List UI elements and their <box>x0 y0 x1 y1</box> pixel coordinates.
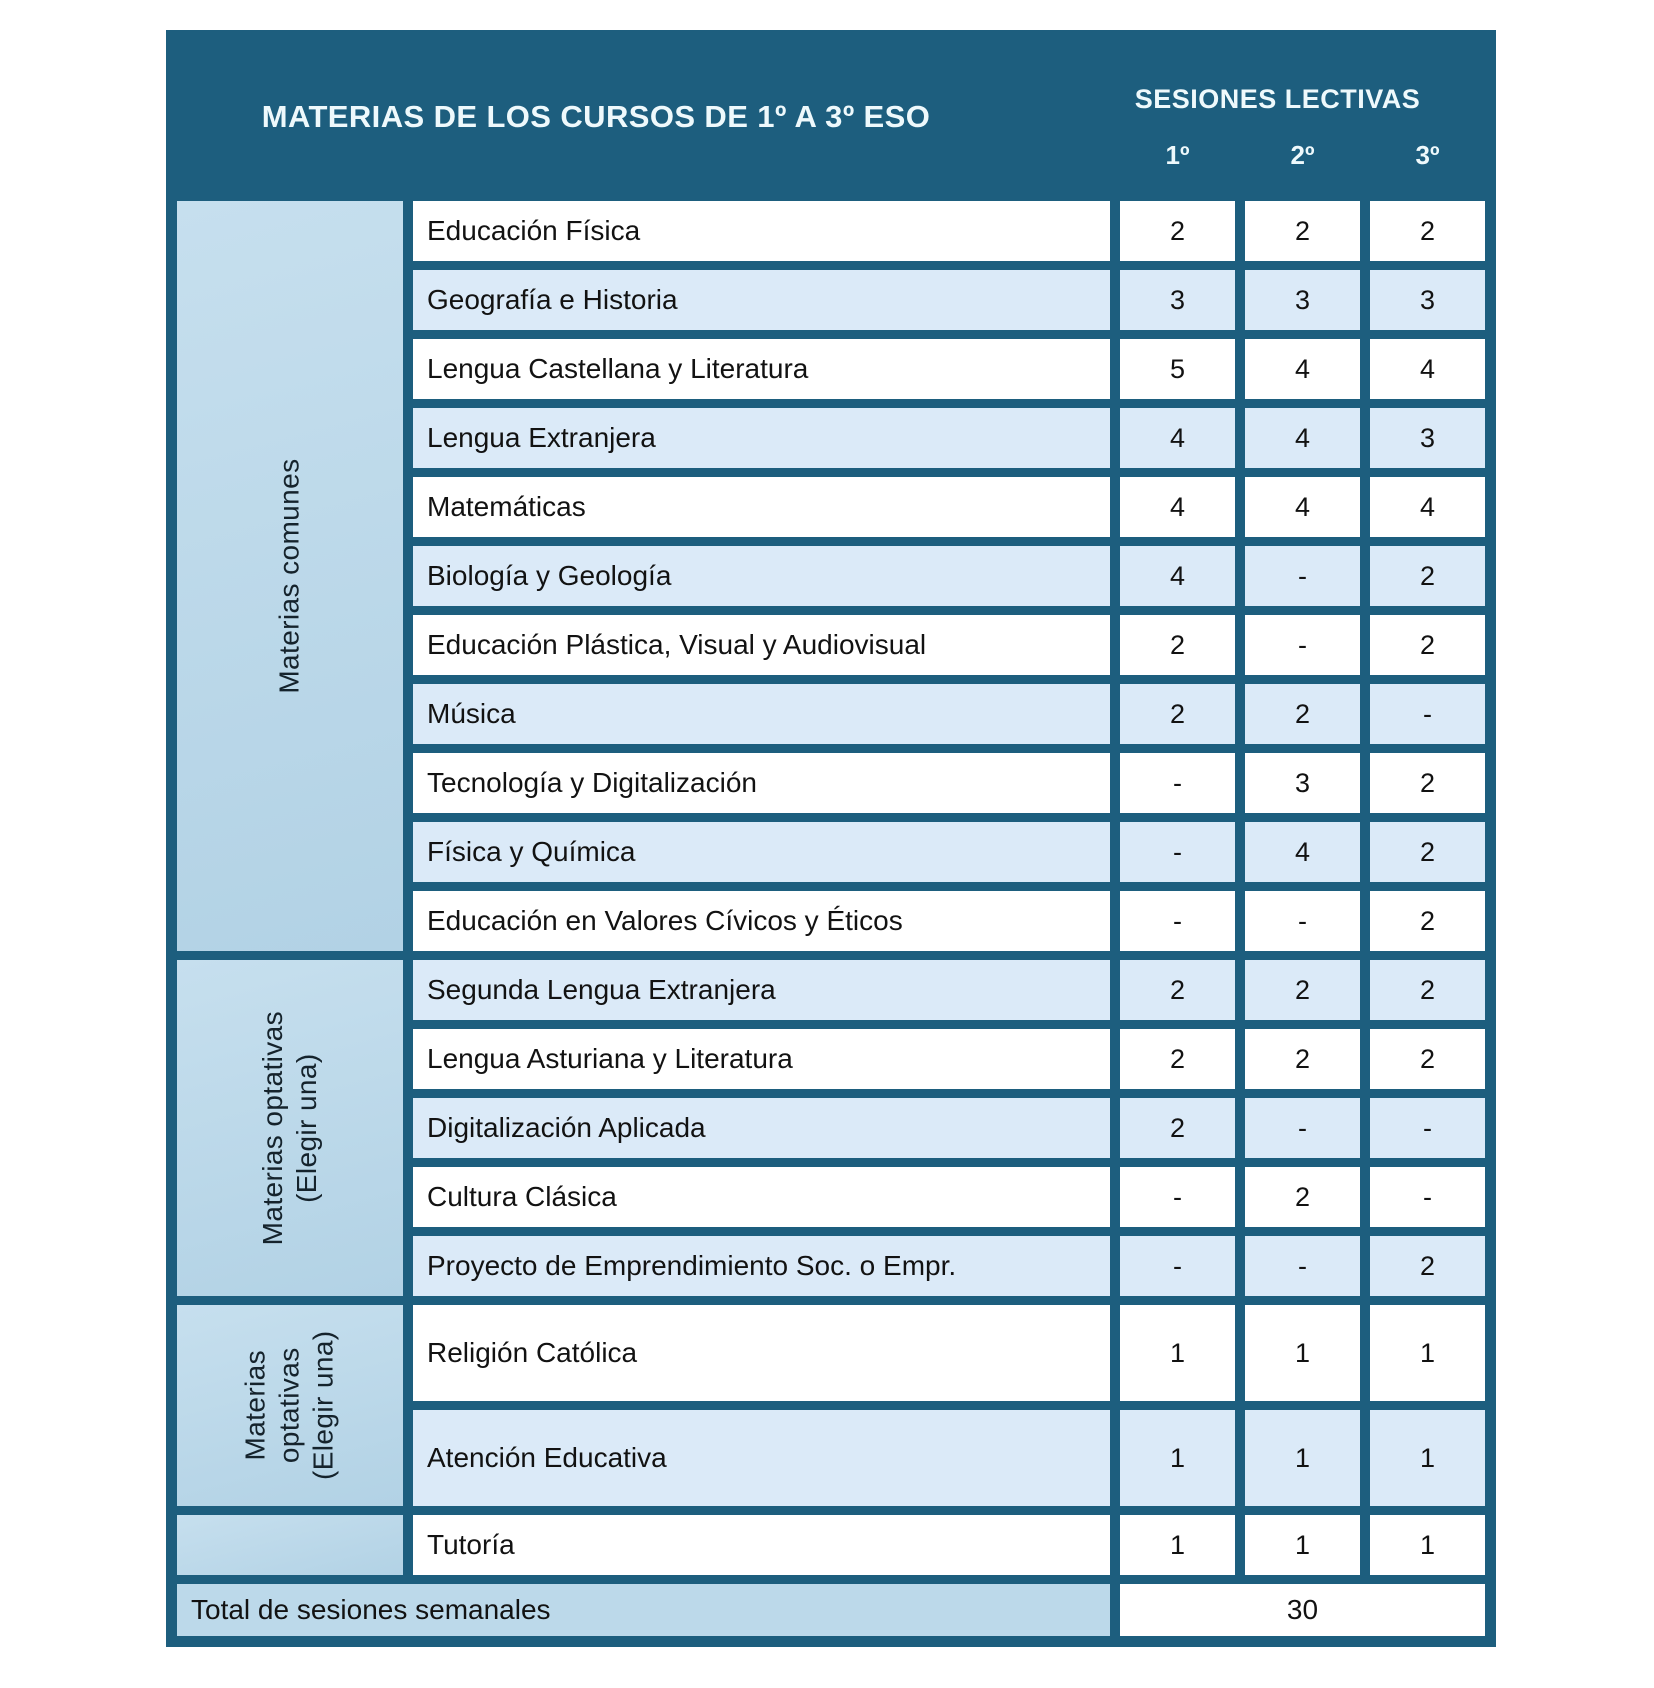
subject-cell: Religión Católica <box>413 1305 1110 1401</box>
total-row-value: 30 <box>1120 1584 1485 1636</box>
subject-cell: Segunda Lengua Extranjera <box>413 960 1110 1020</box>
subject-cell: Educación Física <box>413 201 1110 261</box>
group-label-line: (Elegir una) <box>308 1330 340 1481</box>
group-label <box>177 1305 403 1506</box>
session-value-cell: 2 <box>1370 201 1485 261</box>
session-value-cell: 1 <box>1120 1410 1235 1506</box>
session-value-cell: 2 <box>1245 1167 1360 1227</box>
session-value-cell: - <box>1245 546 1360 606</box>
session-value-cell: - <box>1370 684 1485 744</box>
subject-cell: Matemáticas <box>413 477 1110 537</box>
session-value-cell: 2 <box>1370 1236 1485 1296</box>
table-title: MATERIAS DE LOS CURSOS DE 1º A 3º ESO <box>261 98 931 134</box>
session-value-cell: - <box>1245 615 1360 675</box>
group-label <box>177 1515 403 1575</box>
session-value-cell: 1 <box>1245 1515 1360 1575</box>
session-value-cell: 1 <box>1245 1305 1360 1401</box>
subject-cell: Música <box>413 684 1110 744</box>
total-row-label: Total de sesiones semanales <box>177 1584 1110 1636</box>
curriculum-table <box>166 30 1496 1647</box>
session-value-cell: 2 <box>1245 960 1360 1020</box>
session-value-cell: 2 <box>1120 1029 1235 1089</box>
group-label-text <box>256 1011 324 1245</box>
session-value-cell: - <box>1120 753 1235 813</box>
subject-cell: Tutoría <box>413 1515 1110 1575</box>
session-value-cell: 3 <box>1370 270 1485 330</box>
session-value-cell: 2 <box>1120 960 1235 1020</box>
session-value-cell: 4 <box>1245 339 1360 399</box>
session-value-cell: 2 <box>1120 1098 1235 1158</box>
session-value-cell: - <box>1370 1098 1485 1158</box>
group-label-line: Materias comunes <box>273 458 305 694</box>
subject-cell: Proyecto de Emprendimiento Soc. o Empr. <box>413 1236 1110 1296</box>
session-value-cell: 2 <box>1120 201 1235 261</box>
session-value-cell: - <box>1370 1167 1485 1227</box>
session-value-cell: 5 <box>1120 339 1235 399</box>
session-value-cell: 1 <box>1120 1515 1235 1575</box>
session-value-cell: - <box>1120 1236 1235 1296</box>
subject-cell: Geografía e Historia <box>413 270 1110 330</box>
session-value-cell: 4 <box>1120 477 1235 537</box>
group-label-line: (Elegir una) <box>291 1053 323 1203</box>
course-header-3: 3º <box>1415 140 1440 170</box>
session-value-cell: - <box>1245 891 1360 951</box>
session-value-cell: 2 <box>1370 546 1485 606</box>
subject-cell: Tecnología y Digitalización <box>413 753 1110 813</box>
subject-cell: Lengua Asturiana y Literatura <box>413 1029 1110 1089</box>
subject-cell: Atención Educativa <box>413 1410 1110 1506</box>
session-value-cell: - <box>1120 822 1235 882</box>
session-value-cell: 4 <box>1370 477 1485 537</box>
session-value-cell: 3 <box>1245 753 1360 813</box>
session-value-cell: 2 <box>1370 960 1485 1020</box>
session-value-cell: 1 <box>1245 1410 1360 1506</box>
session-value-cell: 2 <box>1245 201 1360 261</box>
session-value-cell: - <box>1120 1167 1235 1227</box>
session-value-cell: 2 <box>1370 753 1485 813</box>
session-value-cell: 4 <box>1120 408 1235 468</box>
subject-cell: Biología y Geología <box>413 546 1110 606</box>
session-value-cell: 1 <box>1120 1305 1235 1401</box>
session-value-cell: 3 <box>1370 408 1485 468</box>
session-value-cell: 1 <box>1370 1410 1485 1506</box>
session-value-cell: 1 <box>1370 1515 1485 1575</box>
subject-cell: Educación en Valores Cívicos y Éticos <box>413 891 1110 951</box>
session-value-cell: 2 <box>1370 1029 1485 1089</box>
group-label-line: optativas <box>273 1347 305 1464</box>
subject-cell: Lengua Extranjera <box>413 408 1110 468</box>
session-value-cell: 4 <box>1245 822 1360 882</box>
group-label <box>177 960 403 1296</box>
session-value-cell: 1 <box>1370 1305 1485 1401</box>
sessions-header: SESIONES LECTIVAS <box>1134 84 1421 114</box>
subject-cell: Cultura Clásica <box>413 1167 1110 1227</box>
session-value-cell: 3 <box>1245 270 1360 330</box>
group-label-text <box>273 458 307 693</box>
session-value-cell: 4 <box>1245 477 1360 537</box>
session-value-cell: - <box>1245 1236 1360 1296</box>
course-header-1: 1º <box>1165 140 1190 170</box>
group-label-text <box>239 1331 341 1481</box>
session-value-cell: 2 <box>1245 684 1360 744</box>
subject-cell: Lengua Castellana y Literatura <box>413 339 1110 399</box>
group-label-line: Materias <box>239 1350 271 1461</box>
group-label-line: Materias optativas <box>256 1010 288 1246</box>
session-value-cell: 4 <box>1245 408 1360 468</box>
subject-cell: Educación Plástica, Visual y Audiovisual <box>413 615 1110 675</box>
session-value-cell: 2 <box>1370 615 1485 675</box>
session-value-cell: 3 <box>1120 270 1235 330</box>
session-value-cell: 4 <box>1120 546 1235 606</box>
session-value-cell: 2 <box>1245 1029 1360 1089</box>
session-value-cell: 4 <box>1370 339 1485 399</box>
subject-cell: Digitalización Aplicada <box>413 1098 1110 1158</box>
session-value-cell: - <box>1120 891 1235 951</box>
subject-cell: Física y Química <box>413 822 1110 882</box>
course-header-2: 2º <box>1290 140 1315 170</box>
session-value-cell: - <box>1245 1098 1360 1158</box>
session-value-cell: 2 <box>1120 615 1235 675</box>
session-value-cell: 2 <box>1370 891 1485 951</box>
session-value-cell: 2 <box>1120 684 1235 744</box>
group-label <box>177 201 403 951</box>
session-value-cell: 2 <box>1370 822 1485 882</box>
